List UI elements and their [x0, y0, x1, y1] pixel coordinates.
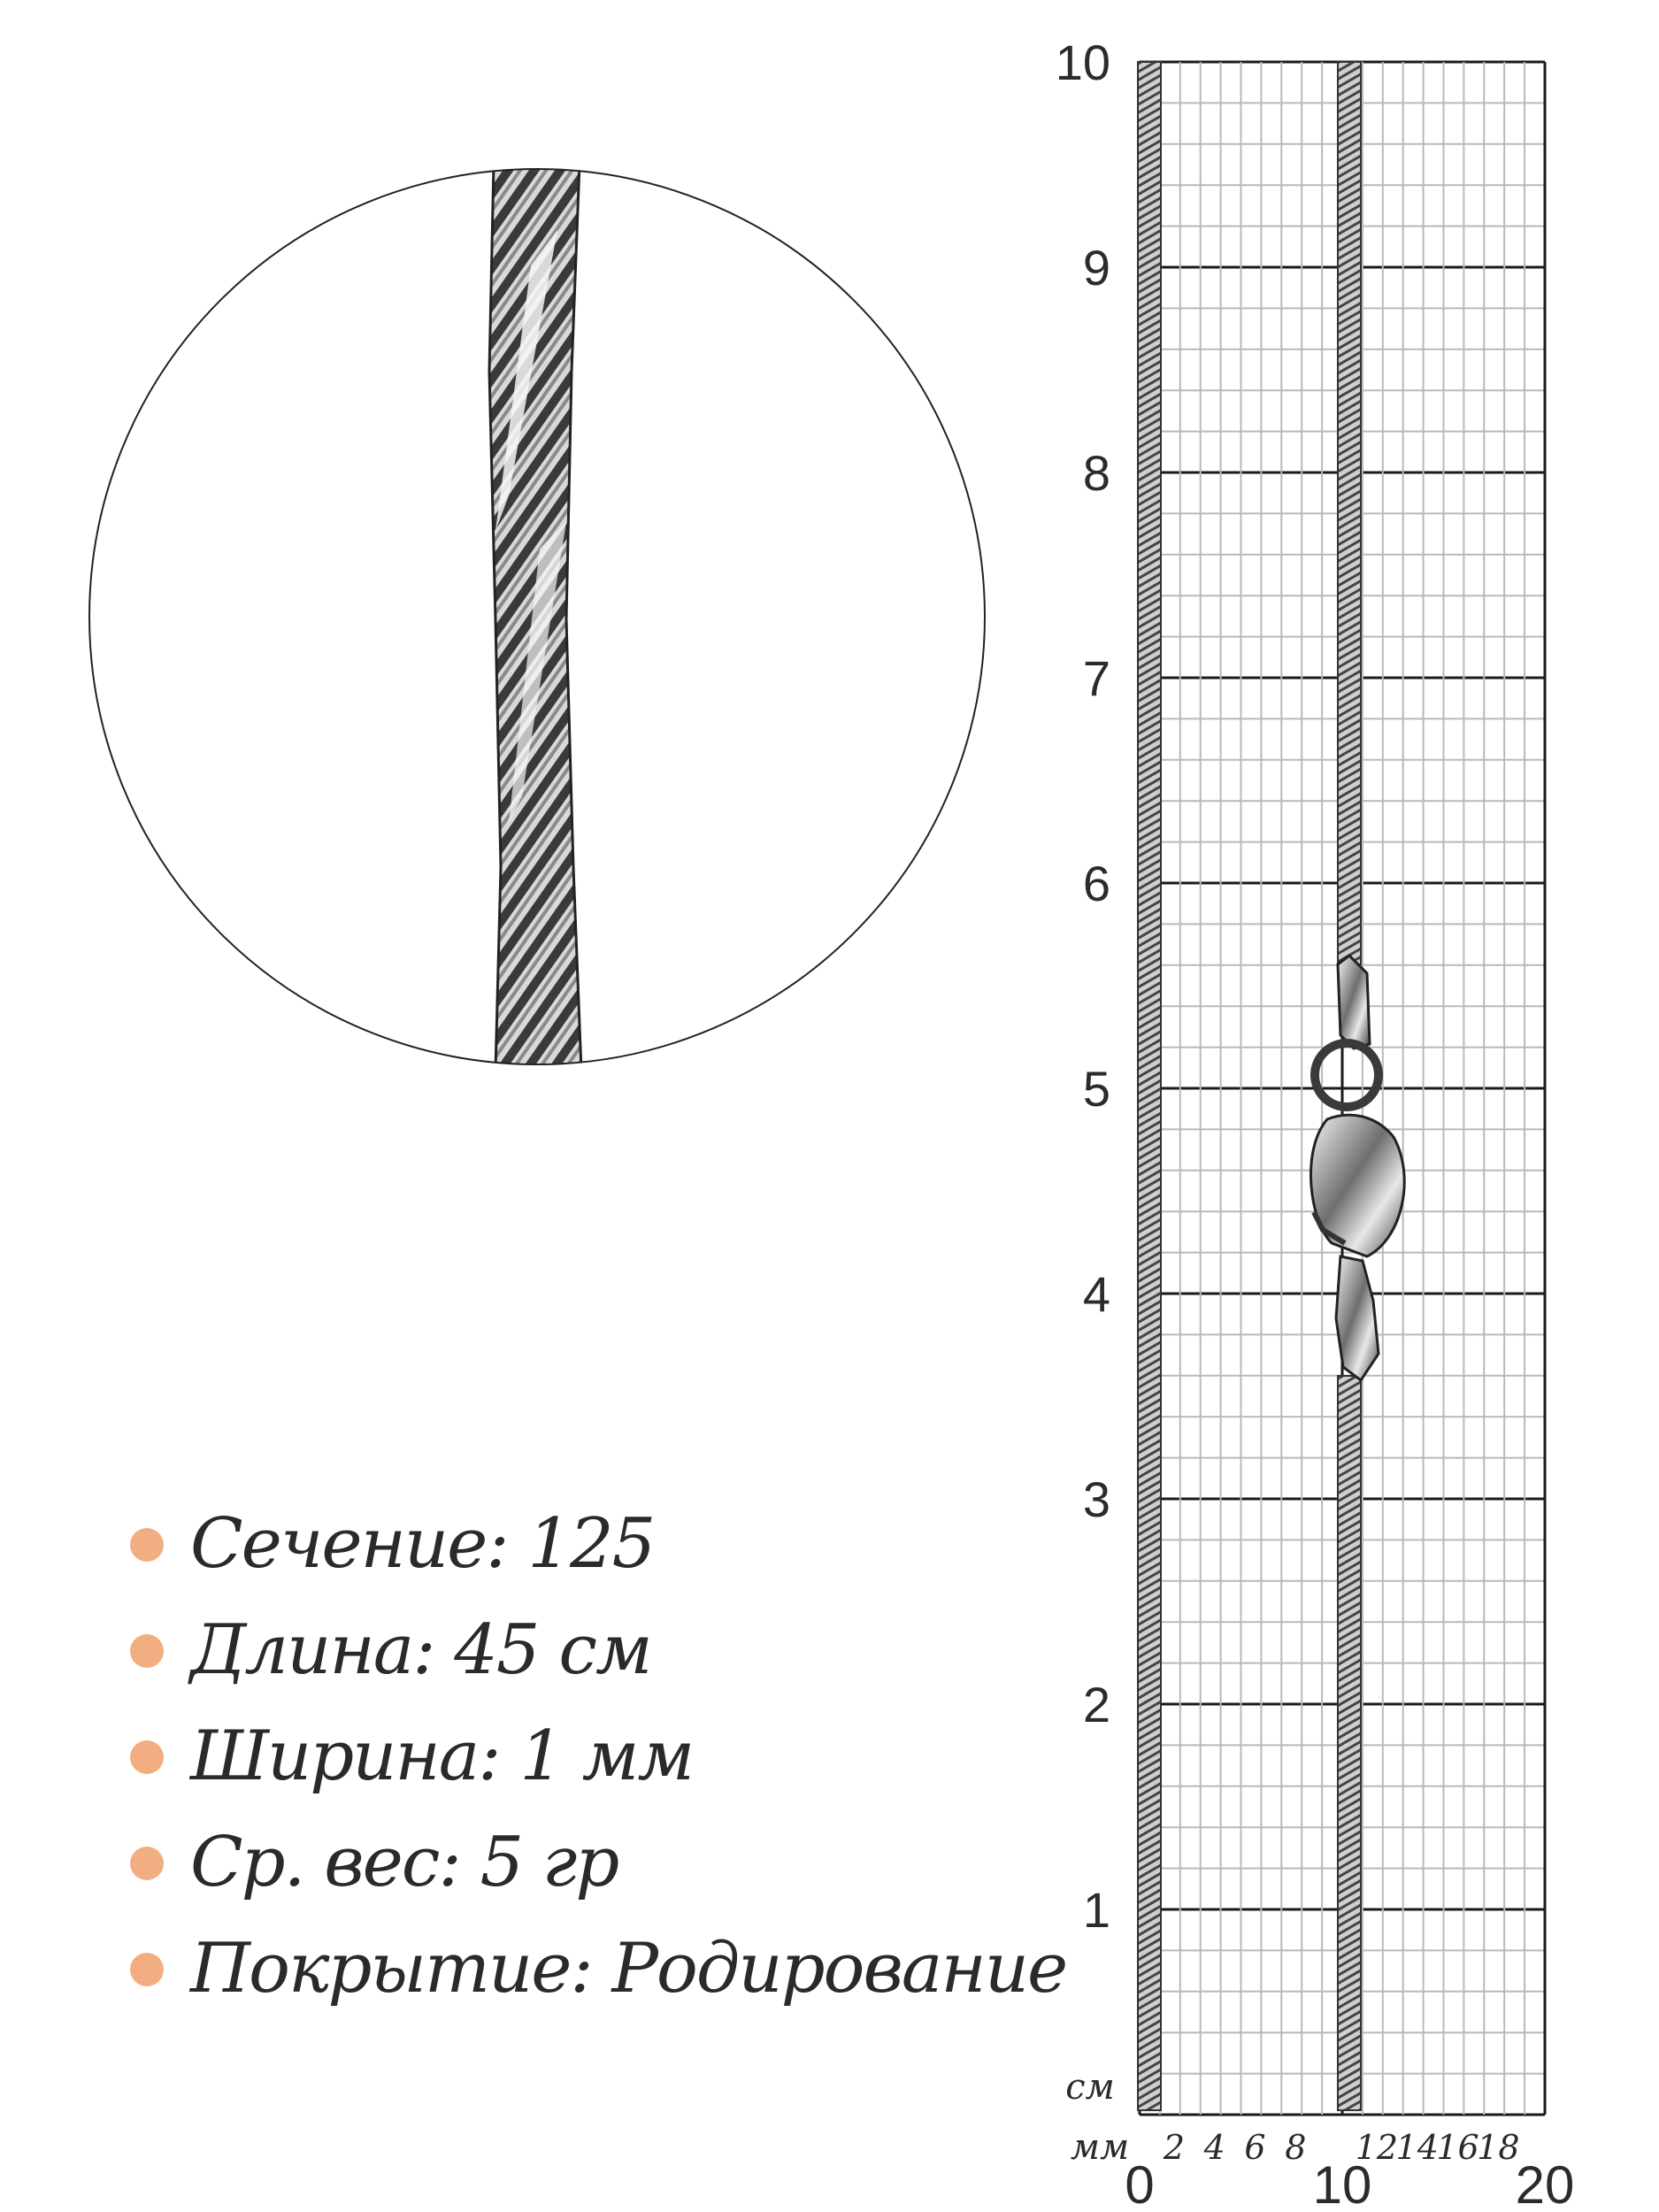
lobster-clasp	[1310, 956, 1404, 1380]
cm-tick-label: 1	[1082, 1882, 1110, 1938]
mm-tick-label: 18	[1477, 2128, 1520, 2167]
mm-tick-label: 8	[1285, 2128, 1307, 2167]
mm-tick-label: 16	[1436, 2128, 1479, 2167]
cm-tick-label: 5	[1082, 1061, 1110, 1117]
spec-item-width	[124, 1703, 1009, 1809]
bullet-dot	[130, 1953, 164, 1986]
mm-tick-label: 2	[1163, 2128, 1186, 2167]
spec-list	[124, 1491, 1067, 2022]
spec-text: Сечение: 125	[190, 1504, 655, 1584]
cm-tick-label: 6	[1082, 856, 1110, 911]
chain-with-clasp-image	[1138, 62, 1404, 2110]
mm-tick-label: 14	[1395, 2128, 1439, 2167]
chain-strand-lower	[1338, 1376, 1361, 2110]
ruler-labels	[1056, 35, 1575, 2212]
bullet-dot	[130, 1740, 164, 1774]
cm-unit-label: см	[1065, 2067, 1115, 2108]
spec-text: Покрытие: Родирование	[190, 1929, 1067, 2008]
cm-tick-label: 9	[1082, 240, 1110, 296]
spec-item-coating	[124, 1916, 1067, 2022]
mm-tick-label: 12	[1355, 2128, 1399, 2167]
bullet-dot	[130, 1634, 164, 1668]
mm-unit-label: мм	[1070, 2127, 1130, 2168]
cm-tick-label: 4	[1082, 1266, 1110, 1322]
spec-text: Ср. вес: 5 гр	[190, 1823, 618, 1902]
spec-text: Ширина: 1 мм	[190, 1717, 694, 1796]
spec-item-length	[124, 1597, 1009, 1703]
cm-tick-label: 2	[1082, 1677, 1110, 1732]
cm-tick-label: 3	[1082, 1471, 1110, 1527]
cm-tick-label: 7	[1082, 650, 1110, 706]
spec-text: Длина: 45 см	[190, 1610, 651, 1690]
cm-tick-label: 10	[1055, 35, 1110, 90]
major-tick-label: 20	[1515, 2155, 1575, 2212]
bullet-dot	[130, 1528, 164, 1562]
chain-strand-upper	[1338, 62, 1361, 964]
chain-closeup-image	[89, 164, 985, 1071]
bullet-dot	[130, 1847, 164, 1880]
mm-tick-label: 6	[1244, 2128, 1266, 2167]
major-tick-label: 0	[1125, 2155, 1155, 2212]
major-tick-label: 10	[1312, 2155, 1372, 2212]
spec-item-section	[124, 1491, 1009, 1597]
cm-tick-label: 8	[1082, 445, 1110, 501]
chain-strand-left	[1138, 62, 1161, 2110]
mm-tick-label: 4	[1203, 2128, 1225, 2167]
spec-item-weight	[124, 1809, 1009, 1916]
